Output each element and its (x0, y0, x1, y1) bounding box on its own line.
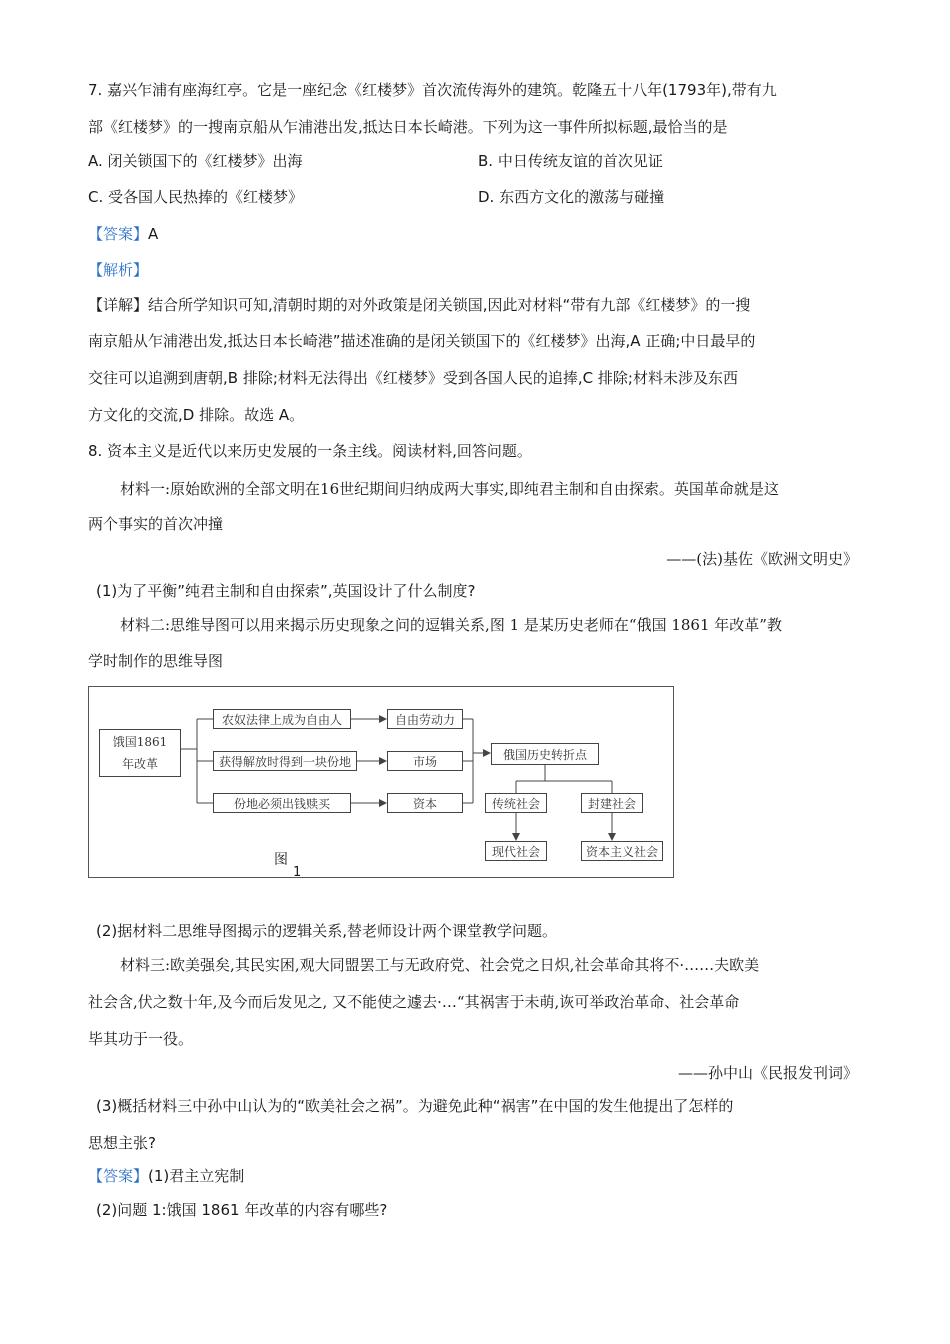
q7-detail-line1 (88, 295, 750, 315)
q7-option-d: D. 东西方文化的激荡与碰撞 (478, 188, 665, 206)
mind-map-diagram (88, 686, 674, 878)
q8-question3-line2: 思想主张? (88, 1134, 156, 1152)
q7-option-c: C. 受各国人民热捧的《红楼梦》 (88, 188, 304, 206)
arrowhead-e1 (512, 833, 520, 841)
q8-material3-line2: 社会含,伏之数十年,及今而后发见之, 又不能使之遽去·…“其祸害于未萌,诙可举政治革命、社会革命 (88, 993, 740, 1011)
arrowhead-c3 (379, 799, 387, 807)
q7-stem-line1: 7. 嘉兴乍浦有座海红亭。它是一座纪念《红楼梦》首次流传海外的建筑。乾隆五十八年(1793年),带有九 (88, 81, 777, 99)
q8-material3-line1: 材料三:欧美强矣,其民实困,观大同盟罢工与无政府党、社会党之日炽,社会革命其将不·……夫欧美 (120, 956, 760, 974)
arrowhead-c1 (379, 715, 387, 723)
diagram-b1: 农奴法律上成为自由人 (213, 709, 351, 729)
q8-question3-line1: (3)概括材料三中孙中山认为的“欧美社会之祸”。为避免此种“祸害”在中国的发生他提出了怎样的 (96, 1097, 734, 1115)
q7-detail-line4: 方文化的交流,D 排除。故选 A。 (88, 406, 305, 424)
detail-tag: 【详解】 (88, 296, 149, 314)
diagram-c1: 自由劳动力 (387, 709, 463, 729)
diagram-b3: 份地必须出钱赎买 (213, 793, 351, 813)
q7-stem-line2: 部《红楼梦》的一搜南京船从乍浦港出发,抵达日本长崎港。下列为这一事件所拟标题,最恰当的是 (88, 118, 728, 136)
figure-number: 1 (293, 865, 302, 880)
diagram-e2: 资本主义社会 (581, 841, 663, 861)
answer-tag: 【答案】 (88, 225, 149, 243)
q8-question2: (2)据材料二思维导图揭示的逻辑关系,替老师设计两个课堂教学问题。 (96, 922, 558, 940)
q8-answer-tag: 【答案】 (88, 1167, 149, 1185)
q8-stem: 8. 资本主义是近代以来历史发展的一条主线。阅读材料,回答问题。 (88, 442, 532, 460)
q8-question1: (1)为了平衡”纯君主制和自由探索”,英国设计了什么制度? (96, 582, 476, 600)
arrowhead-turn (483, 749, 491, 757)
q7-answer (88, 224, 158, 244)
answer-value: A (148, 225, 159, 243)
q8-answer1: (1)君主立宪制 (148, 1167, 245, 1185)
detail-text: 结合所学知识可知,清朝时期的对外政策是闭关锁国,因此对材料“带有九部《红楼梦》的一搜 (148, 296, 751, 314)
q8-answer-line2: (2)问题 1:饿国 1861 年改革的内容有哪些? (96, 1201, 388, 1219)
q7-detail-line2: 南京船从乍浦港出发,抵达日本长崎港”描述准确的是闭关锁国下的《红楼梦》出海,A 正确;中日最早的 (88, 332, 756, 350)
source-line2: 年改革 (121, 757, 158, 771)
diagram-c2: 市场 (387, 751, 463, 771)
diagram-e1: 现代社会 (485, 841, 547, 861)
q8-material1-line2: 两个事实的首次冲撞 (88, 515, 224, 533)
q7-analysis-tag: 【解析】 (88, 261, 149, 279)
q8-answer-line1 (88, 1166, 244, 1186)
q8-material1-line1: 材料一:原始欧洲的全部文明在16世纪期间归纳成两大事实,即纯君主制和自由探索。英国革命就是这 (120, 480, 779, 498)
diagram-source-box (99, 729, 181, 777)
diagram-b2: 获得解放时得到一块份地 (213, 751, 357, 771)
diagram-turning-point: 俄国历史转折点 (491, 743, 599, 765)
arrowhead-c2 (379, 757, 387, 765)
q7-option-a: A. 闭关锁国下的《红楼梦》出海 (88, 152, 303, 170)
q8-material2-line2: 学时制作的思维导图 (88, 652, 224, 670)
figure-label: 图 (274, 852, 288, 868)
source-line1: 饿国1861 (112, 735, 168, 749)
q8-material2-line1: 材料二:思维导图可以用来揭示历史现象之问的逗辑关系,图 1 是某历史老师在“俄国 1861 年改革”教 (120, 616, 782, 634)
diagram-c3: 资本 (387, 793, 463, 813)
q8-material3-source: ——孙中山《民报发刊词》 (677, 1064, 858, 1082)
q8-material1-source: ——(法)基佐《欧洲文明史》 (666, 550, 858, 568)
q7-option-b: B. 中日传统友谊的首次见证 (478, 152, 663, 170)
arrowhead-e2 (608, 833, 616, 841)
q8-material3-line3: 毕其功于一役。 (88, 1030, 194, 1048)
diagram-d2: 封建社会 (581, 793, 643, 813)
q7-detail-line3: 交往可以追溯到唐朝,B 排除;材料无法得出《红楼梦》受到各国人民的追捧,C 排除;材料未涉及东西 (88, 369, 738, 387)
diagram-d1: 传统社会 (485, 793, 547, 813)
